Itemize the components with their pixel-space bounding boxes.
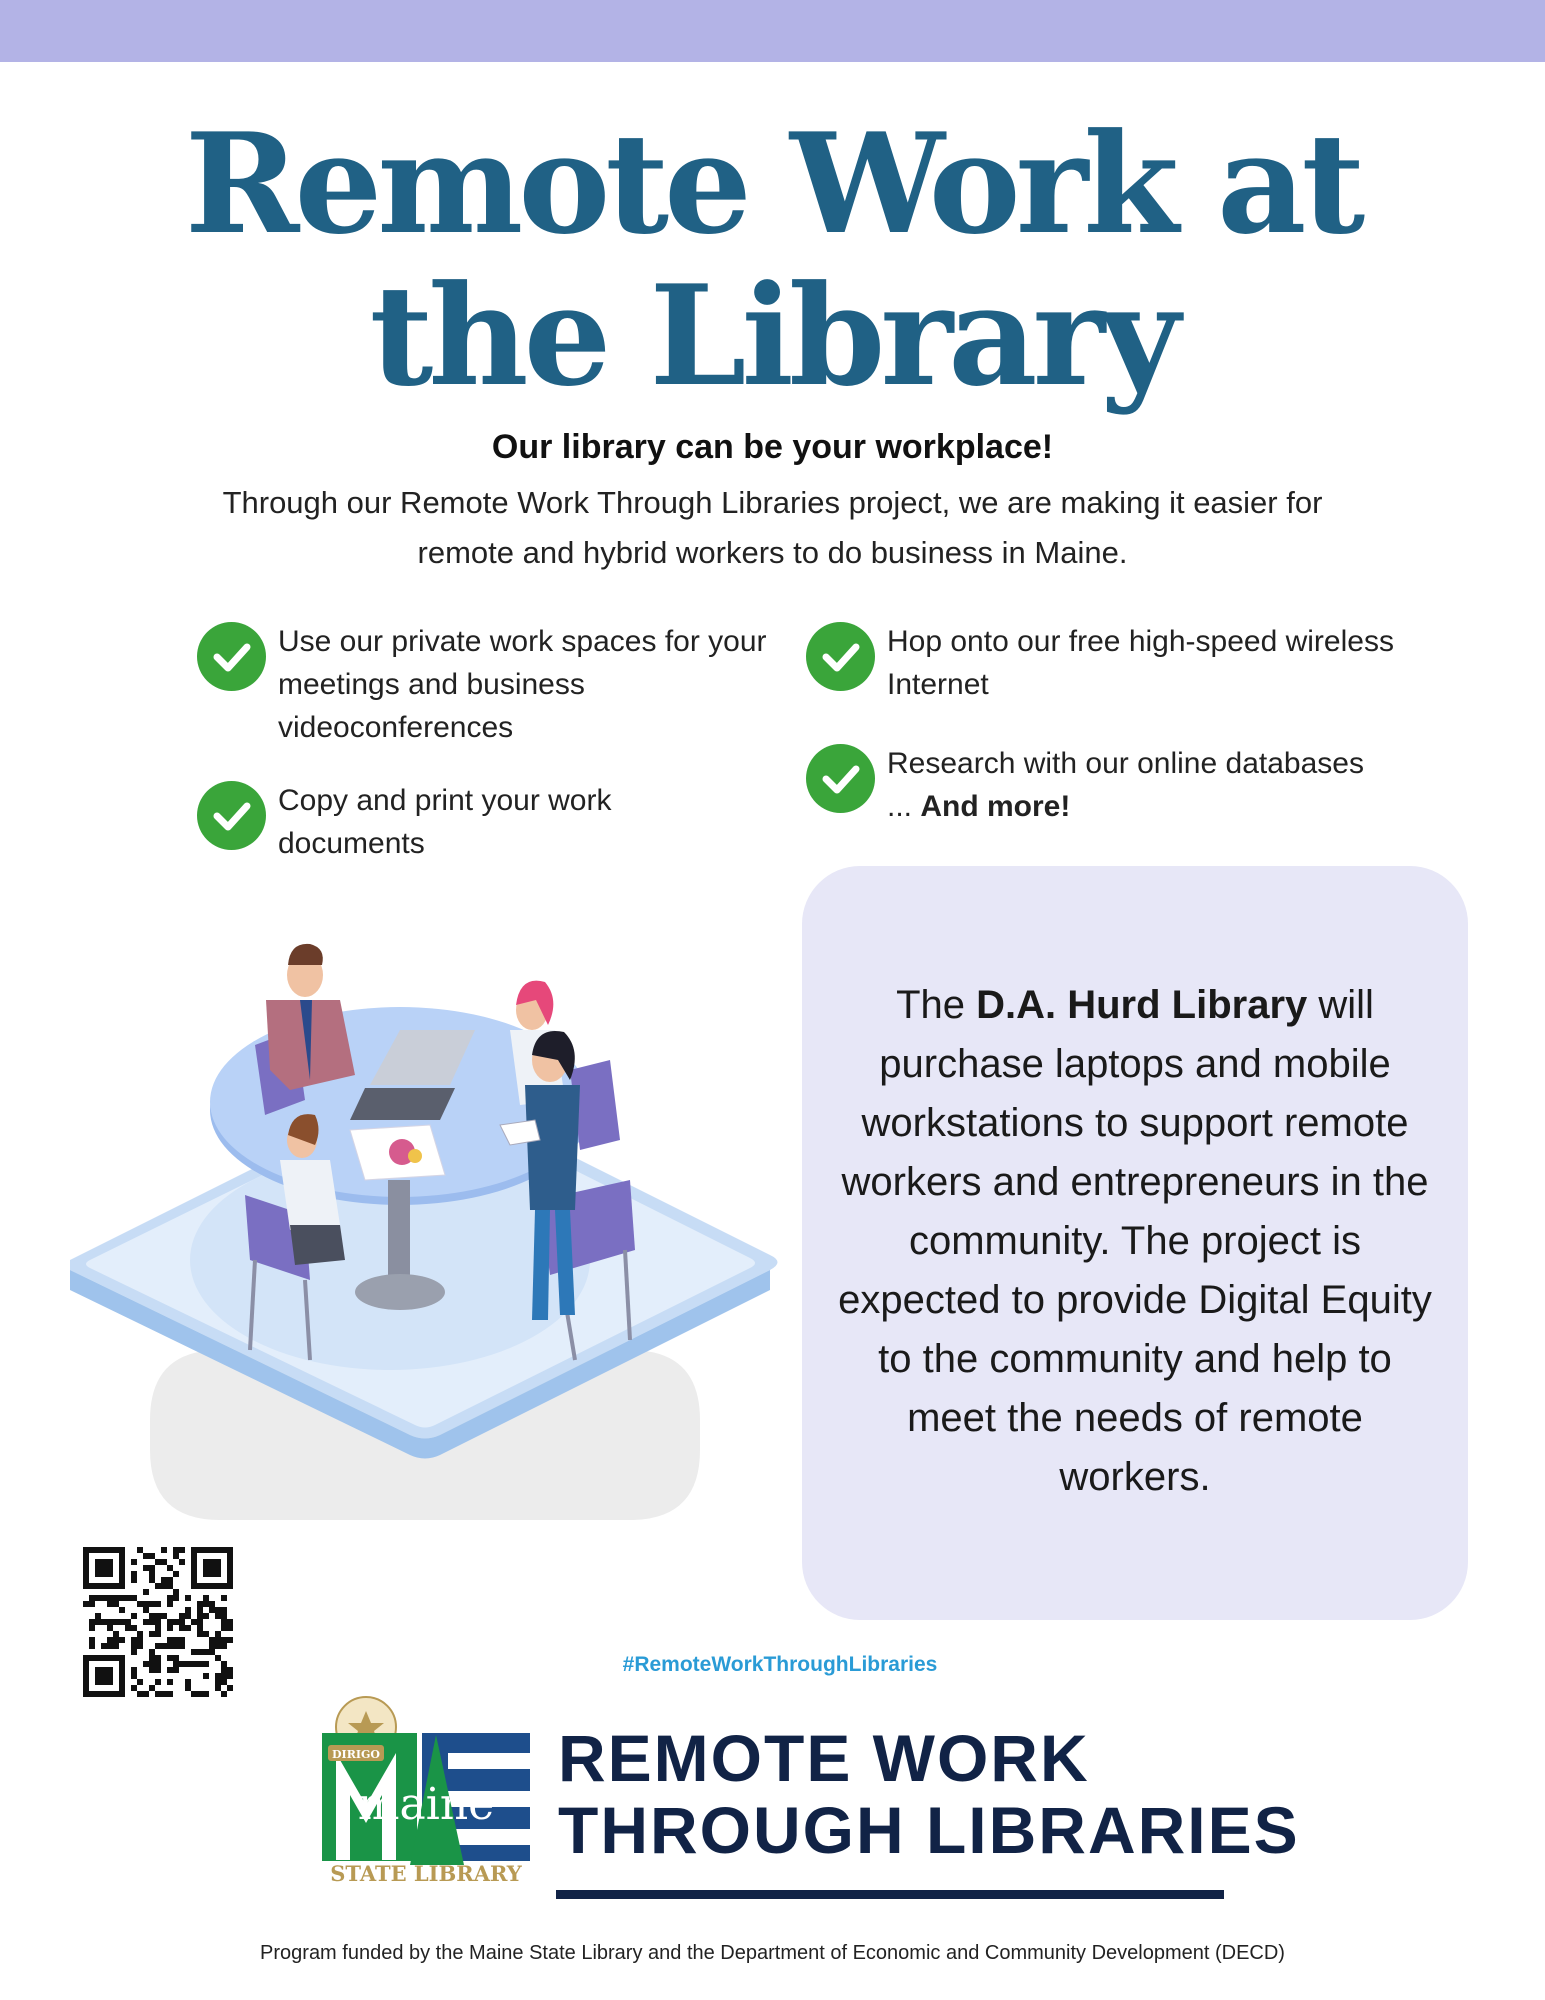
logo-banner-text: DIRIGO bbox=[332, 1748, 380, 1761]
intro-line-1: Through our Remote Work Through Libraries project, we are making it easier for bbox=[222, 485, 1323, 520]
library-name: D.A. Hurd Library bbox=[976, 983, 1308, 1027]
qr-code[interactable] bbox=[82, 1546, 234, 1703]
feature-text bbox=[278, 620, 767, 749]
check-circle-icon bbox=[806, 744, 875, 813]
feature-line: meetings and business bbox=[278, 668, 585, 701]
feature-line-prefix: ... bbox=[887, 790, 921, 823]
page-title-line-2: the Library bbox=[369, 254, 1176, 417]
info-box-text bbox=[832, 976, 1438, 1507]
feature-databases bbox=[806, 742, 1364, 828]
logo-library-text: STATE LIBRARY bbox=[330, 1861, 522, 1883]
feature-text bbox=[278, 779, 612, 865]
feature-line: Hop onto our free high-speed wireless bbox=[887, 625, 1394, 658]
feature-line-emphasis: And more! bbox=[920, 790, 1071, 823]
feature-line: Internet bbox=[887, 668, 989, 701]
page-title bbox=[0, 102, 1545, 417]
feature-line: documents bbox=[278, 827, 425, 860]
feature-line: Use our private work spaces for your bbox=[278, 625, 767, 658]
funding-footer: Program funded by the Maine State Library and the Department of Economic and Community Development (DECD) bbox=[260, 1942, 1285, 1964]
subtitle: Our library can be your workplace! bbox=[491, 428, 1054, 466]
intro-paragraph bbox=[190, 478, 1355, 578]
top-color-bar bbox=[0, 0, 1545, 62]
check-circle-icon bbox=[806, 622, 875, 691]
info-prefix: The bbox=[896, 983, 977, 1027]
feature-copy-print bbox=[197, 779, 612, 865]
feature-line: videoconferences bbox=[278, 711, 514, 744]
feature-text bbox=[887, 742, 1364, 828]
feature-wireless bbox=[806, 620, 1394, 706]
feature-line: Research with our online databases bbox=[887, 747, 1364, 780]
program-brand bbox=[558, 1722, 1300, 1866]
brand-underline bbox=[556, 1890, 1224, 1899]
feature-private-spaces bbox=[197, 620, 767, 749]
check-circle-icon bbox=[197, 781, 266, 850]
feature-line bbox=[887, 785, 1364, 828]
brand-line-1: REMOTE WORK bbox=[558, 1721, 1090, 1795]
meeting-illustration bbox=[70, 930, 780, 1595]
check-circle-icon bbox=[197, 622, 266, 691]
intro-line-2: remote and hybrid workers to do business in Maine. bbox=[417, 535, 1128, 570]
info-body: will purchase laptops and mobile workstations to support remote workers and entrepreneurs in the community. The project is expected to provide Digital Equity to the community and help to meet the needs of remote workers. bbox=[838, 983, 1432, 1499]
page-title-line-1: Remote Work at bbox=[184, 102, 1361, 265]
brand-line-2: THROUGH LIBRARIES bbox=[558, 1793, 1300, 1867]
logo-state-text: maine bbox=[357, 1779, 495, 1830]
feature-text bbox=[887, 620, 1394, 706]
feature-line: Copy and print your work bbox=[278, 784, 612, 817]
maine-state-library-logo bbox=[318, 1695, 533, 1888]
hashtag[interactable]: #RemoteWorkThroughLibraries bbox=[622, 1653, 938, 1676]
